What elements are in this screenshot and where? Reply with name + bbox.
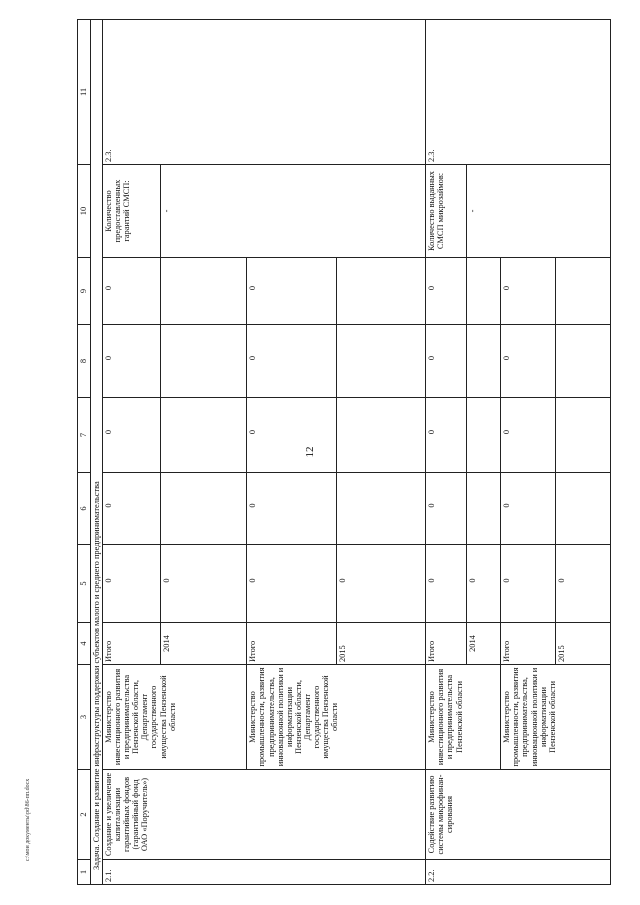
value-cell: 0 (501, 258, 556, 325)
value-cell: 0 (247, 325, 336, 398)
year: 2015 (336, 623, 425, 665)
table-row (103, 20, 161, 885)
executor: Министерство промышленности, развития предпринимательства, инновационной политики и информатизации Пензенской области, Департамент государственного имущества Пензенской области (247, 665, 426, 770)
value-cell: 0 (103, 473, 161, 545)
value-cell: 0 (336, 545, 425, 623)
value-cell: 0 (103, 325, 161, 398)
task-row (91, 20, 103, 885)
value-cell: 0 (501, 545, 556, 623)
value-cell: 0 (556, 545, 611, 623)
indicator-name: Количество выданных СМСП микрозаймов: (426, 165, 466, 258)
indicator-value: - (160, 165, 426, 258)
value-cell: 0 (501, 473, 556, 545)
value-cell: 0 (103, 545, 161, 623)
value-cell: 0 (103, 258, 161, 325)
activity-name: Содействие развитию системы микрофинан-сирования (426, 770, 611, 860)
col-header: 10 (78, 165, 91, 258)
total-label: Итого (103, 623, 161, 665)
page-number: 12 (304, 446, 316, 458)
value-cell: 0 (247, 398, 336, 473)
value-cell: 0 (426, 325, 466, 398)
indicator-name: Количество предоставленных гарантий СМСП: (103, 165, 161, 258)
value-cell: 0 (103, 398, 161, 473)
table-row (426, 20, 466, 885)
col-header: 1 (78, 860, 91, 885)
indicator-value: - (466, 165, 610, 258)
value-cell: 0 (426, 545, 466, 623)
value-cell: 0 (426, 398, 466, 473)
total-label: Итого (247, 623, 336, 665)
file-path-footer: c:\мои документы\pd\86-пп.docx (25, 778, 31, 862)
col-header: 2 (78, 770, 91, 860)
value-cell: 0 (466, 545, 501, 623)
link-ref: 2.3. (103, 20, 426, 165)
row-number: 2.2. (426, 860, 611, 885)
header-row (78, 20, 91, 885)
value-cell: 0 (426, 258, 466, 325)
col-header: 7 (78, 398, 91, 473)
total-label: Итого (501, 623, 556, 665)
year: 2015 (556, 623, 611, 665)
executor: Министерство инвестиционного развития и предпринимательства Пензенской области (426, 665, 501, 770)
row-number: 2.1. (103, 860, 426, 885)
value-cell: 0 (501, 398, 556, 473)
col-header: 6 (78, 473, 91, 545)
value-cell: 0 (247, 545, 336, 623)
value-cell: 0 (247, 473, 336, 545)
value-cell: 0 (247, 258, 336, 325)
link-ref: 2.3. (426, 20, 611, 165)
col-header: 9 (78, 258, 91, 325)
executor: Министерство промышленности, развития предпринимательства, инновационной политики и информатизации Пензенской области (501, 665, 611, 770)
year: 2014 (160, 623, 247, 665)
col-header: 4 (78, 623, 91, 665)
value-cell: 0 (501, 325, 556, 398)
value-cell: 0 (426, 473, 466, 545)
col-header: 3 (78, 665, 91, 770)
col-header: 11 (78, 20, 91, 165)
executor: Министерство инвестиционного развития и предпринимательства Пензенской области, Департамент государственного имущества Пензенской области (103, 665, 247, 770)
total-label: Итого (426, 623, 466, 665)
year: 2014 (466, 623, 501, 665)
col-header: 8 (78, 325, 91, 398)
col-header: 5 (78, 545, 91, 623)
program-table (77, 19, 611, 885)
rotated-table-sheet (77, 20, 611, 885)
task-title: Задача. Создание и развитие инфраструктуры поддержки субъектов малого и среднего предпринимательства (91, 20, 103, 885)
activity-name: Создание и увеличение капитализации гарантийных фондов (гарантийный фонд ОАО «Поручитель») (103, 770, 426, 860)
value-cell: 0 (160, 545, 247, 623)
